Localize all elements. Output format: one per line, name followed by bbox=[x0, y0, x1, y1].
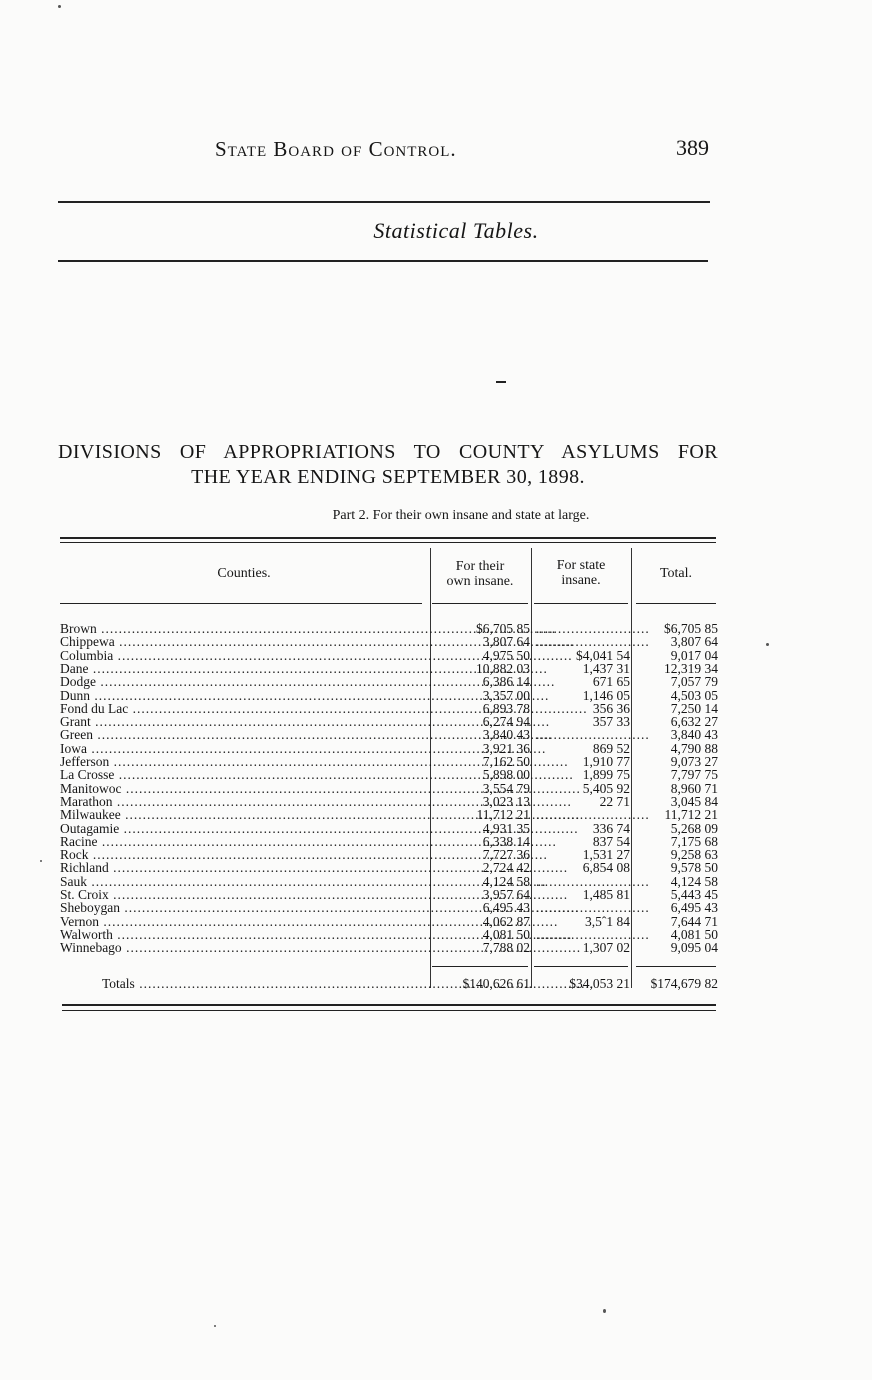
table-row bbox=[0, 675, 872, 688]
total-amount: 7,644 71 bbox=[670, 913, 718, 929]
own-insane-amount: 7,727 36 bbox=[482, 847, 530, 863]
header-state-line2: insane. bbox=[561, 573, 601, 588]
county-name: Chippewa ..... bbox=[60, 635, 428, 648]
table-row bbox=[0, 635, 872, 648]
scan-speck bbox=[58, 5, 61, 8]
table-caption: Part 2. For their own insane and state at large. bbox=[332, 508, 590, 523]
own-insane-amount: 3,807 64 bbox=[482, 634, 530, 650]
own-insane-amount: 6,274 94 bbox=[482, 714, 530, 730]
state-insane-amount: $4,041 54 bbox=[576, 647, 630, 663]
county-name: Brown ..... bbox=[60, 622, 428, 635]
county-name: La Crosse ..... bbox=[60, 768, 428, 781]
own-insane-amount: 3,921 36 bbox=[482, 740, 530, 756]
total-amount: 7,797 75 bbox=[670, 767, 718, 783]
total-amount: 3,807 64 bbox=[670, 634, 718, 650]
total-amount: 3,840 43 bbox=[670, 727, 718, 743]
table-row bbox=[0, 702, 872, 715]
table-row bbox=[0, 728, 872, 741]
own-insane-amount: 4,081 50 bbox=[482, 926, 530, 942]
own-insane-amount: 3,957 64 bbox=[482, 887, 530, 902]
table-row bbox=[0, 941, 872, 954]
table-title-line2: THE YEAR ENDING SEPTEMBER 30, 1898. bbox=[191, 466, 585, 488]
table-row bbox=[0, 822, 872, 835]
table-row bbox=[0, 808, 872, 821]
own-insane-amount: 6,893 78 bbox=[482, 700, 530, 716]
own-insane-amount: 6,338 14 bbox=[482, 833, 530, 849]
totals-own: $140,626 61 bbox=[462, 976, 530, 991]
county-name: Dane ..... bbox=[60, 662, 428, 675]
total-amount: $6,705 85 bbox=[664, 621, 718, 636]
top-rule bbox=[58, 201, 710, 203]
table-bottom-rule-2 bbox=[62, 1010, 716, 1011]
county-name: Marathon ..... bbox=[60, 795, 428, 808]
own-insane-amount: 5,898 00 bbox=[482, 767, 530, 783]
total-amount: 4,081 50 bbox=[670, 926, 718, 942]
table-row bbox=[0, 861, 872, 874]
own-insane-amount: 2,724 42 bbox=[482, 860, 530, 876]
county-name: Vernon ..... bbox=[60, 915, 428, 928]
total-amount: 5,268 09 bbox=[670, 820, 718, 836]
table-row bbox=[0, 742, 872, 755]
leader-dots: .......................... bbox=[536, 873, 650, 889]
table-row bbox=[0, 875, 872, 888]
state-insane-amount: 1,531 27 bbox=[582, 847, 630, 863]
total-amount: 7,057 79 bbox=[670, 674, 718, 690]
state-insane-amount: 1,437 31 bbox=[582, 660, 630, 676]
header-state-line1: For state bbox=[556, 558, 606, 573]
state-insane-amount: 3,5ˆ1 84 bbox=[585, 913, 630, 929]
county-name: Outagamie ..... bbox=[60, 822, 428, 835]
table-row bbox=[0, 755, 872, 768]
table-row bbox=[0, 649, 872, 662]
header-underline-own bbox=[432, 603, 528, 604]
state-insane-amount: 1,146 05 bbox=[582, 687, 630, 703]
totals-total: $174,679 82 bbox=[650, 976, 718, 991]
header-underline-state bbox=[534, 603, 628, 604]
state-insane-amount: 6,854 08 bbox=[582, 860, 630, 876]
state-insane-amount: 1,910 77 bbox=[582, 754, 630, 769]
table-row bbox=[0, 795, 872, 808]
table-top-rule-2 bbox=[60, 542, 716, 543]
totals-rule-total bbox=[636, 966, 716, 967]
total-amount: 9,578 50 bbox=[670, 860, 718, 876]
county-name: Grant ..... bbox=[60, 715, 428, 728]
header-own-insane bbox=[430, 559, 530, 589]
table-top-rule bbox=[60, 537, 716, 539]
own-insane-amount: 4,062 87 bbox=[482, 913, 530, 929]
section-subtitle: Statistical Tables. bbox=[373, 218, 539, 243]
county-name: Racine ..... bbox=[60, 835, 428, 848]
total-amount: 6,632 27 bbox=[670, 714, 718, 730]
own-insane-amount: 11,712 21 bbox=[476, 807, 530, 823]
table-row bbox=[0, 768, 872, 781]
header-own-line1: For their bbox=[455, 559, 505, 574]
scan-speck bbox=[766, 643, 769, 646]
state-insane-amount: 1,307 02 bbox=[582, 940, 630, 956]
own-insane-amount: $6,705 85 bbox=[476, 621, 530, 636]
county-name: Milwaukee ..... bbox=[60, 808, 428, 821]
scan-speck bbox=[214, 1325, 216, 1327]
table-title bbox=[58, 440, 718, 490]
state-insane-amount: 356 36 bbox=[592, 700, 630, 716]
header-own-line2: own insane. bbox=[446, 574, 514, 589]
table-row bbox=[0, 715, 872, 728]
total-amount: 9,017 04 bbox=[670, 647, 718, 663]
own-insane-amount: 7,162 50 bbox=[482, 754, 530, 769]
total-amount: 4,503 05 bbox=[670, 687, 718, 703]
county-name: Rock ..... bbox=[60, 848, 428, 861]
county-name: Dunn ..... bbox=[60, 689, 428, 702]
table-row bbox=[0, 928, 872, 941]
table-row bbox=[0, 622, 872, 635]
header-state-insane bbox=[532, 558, 630, 588]
own-insane-amount: 3,840 43 bbox=[482, 727, 530, 743]
table-row bbox=[0, 915, 872, 928]
header-total: Total. bbox=[659, 566, 693, 581]
stray-mark bbox=[496, 381, 506, 383]
scan-speck bbox=[40, 860, 42, 862]
page-number: 389 bbox=[676, 135, 709, 160]
own-insane-amount: 6,386 14 bbox=[482, 674, 530, 690]
county-name: Fond du Lac ..... bbox=[60, 702, 428, 715]
own-insane-amount: 10,882 03 bbox=[476, 660, 530, 676]
own-insane-amount: 3,023 13 bbox=[482, 793, 530, 809]
header-underline-counties bbox=[60, 603, 422, 604]
leader-dots: .......................... bbox=[536, 807, 650, 823]
totals-state: $34,053 21 bbox=[569, 976, 630, 991]
table-row bbox=[0, 901, 872, 914]
state-insane-amount: 336 74 bbox=[592, 820, 630, 836]
total-amount: 5,443 45 bbox=[670, 887, 718, 902]
county-name: Green ..... bbox=[60, 728, 428, 741]
totals-rule-own bbox=[432, 966, 528, 967]
leader-dots: .......................... bbox=[536, 900, 650, 916]
total-amount: 7,175 68 bbox=[670, 833, 718, 849]
header-underline-total bbox=[636, 603, 716, 604]
leader-dots: .......................... bbox=[536, 926, 650, 942]
county-name: Dodge ..... bbox=[60, 675, 428, 688]
total-amount: 4,790 88 bbox=[670, 740, 718, 756]
state-insane-amount: 357 33 bbox=[592, 714, 630, 730]
table-row bbox=[0, 835, 872, 848]
own-insane-amount: 7,788 02 bbox=[482, 940, 530, 956]
table-row bbox=[0, 888, 872, 901]
table-row bbox=[0, 848, 872, 861]
state-insane-amount: 22 71 bbox=[599, 793, 630, 809]
total-amount: 8,960 71 bbox=[670, 780, 718, 796]
state-insane-amount: 1,899 75 bbox=[582, 767, 630, 783]
own-insane-amount: 3,357 00 bbox=[482, 687, 530, 703]
totals-label: Totals ..... bbox=[102, 977, 428, 990]
county-name: Walworth ..... bbox=[60, 928, 428, 941]
total-amount: 9,073 27 bbox=[670, 754, 718, 769]
county-name: Sheboygan ..... bbox=[60, 901, 428, 914]
own-insane-amount: 6,495 43 bbox=[482, 900, 530, 916]
table-bottom-rule bbox=[62, 1004, 716, 1006]
state-insane-amount: 837 54 bbox=[592, 833, 630, 849]
state-insane-amount: 1,485 81 bbox=[582, 887, 630, 902]
total-amount: 7,250 14 bbox=[670, 700, 718, 716]
leader-dots: .......................... bbox=[536, 727, 650, 743]
total-amount: 11,712 21 bbox=[664, 807, 718, 823]
county-name: Iowa ..... bbox=[60, 742, 428, 755]
total-amount: 3,045 84 bbox=[670, 793, 718, 809]
table-title-line1: DIVISIONS OF APPROPRIATIONS TO COUNTY ASYLUMS FOR bbox=[58, 441, 718, 463]
leader-dots: .......................... bbox=[536, 621, 650, 636]
total-amount: 9,095 04 bbox=[670, 940, 718, 956]
county-name: Richland ..... bbox=[60, 861, 428, 874]
state-insane-amount: 869 52 bbox=[592, 740, 630, 756]
own-insane-amount: 4,124 58 bbox=[482, 873, 530, 889]
state-insane-amount: 5,405 92 bbox=[582, 780, 630, 796]
running-header-title: State Board of Control. bbox=[215, 137, 457, 161]
table-row bbox=[0, 689, 872, 702]
total-amount: 6,495 43 bbox=[670, 900, 718, 916]
total-amount: 12,319 34 bbox=[664, 660, 718, 676]
own-insane-amount: 4,975 50 bbox=[482, 647, 530, 663]
county-name: Jefferson ..... bbox=[60, 755, 428, 768]
county-name: St. Croix ..... bbox=[60, 888, 428, 901]
county-name: Winnebago ..... bbox=[60, 941, 428, 954]
total-amount: 9,258 63 bbox=[670, 847, 718, 863]
county-name: Sauk ..... bbox=[60, 875, 428, 888]
county-name: Manitowoc ..... bbox=[60, 782, 428, 795]
own-insane-amount: 3,554 79 bbox=[482, 780, 530, 796]
county-name: Columbia ..... bbox=[60, 649, 428, 662]
state-insane-amount: 671 65 bbox=[592, 674, 630, 690]
own-insane-amount: 4,931 35 bbox=[482, 820, 530, 836]
leader-dots: .......................... bbox=[536, 634, 650, 650]
total-amount: 4,124 58 bbox=[670, 873, 718, 889]
subtitle-rule bbox=[58, 260, 708, 262]
table-row bbox=[0, 662, 872, 675]
totals-rule-state bbox=[534, 966, 628, 967]
header-counties: Counties. bbox=[217, 566, 271, 581]
scan-speck bbox=[603, 1309, 606, 1313]
table-row bbox=[0, 782, 872, 795]
totals-row bbox=[0, 977, 872, 990]
